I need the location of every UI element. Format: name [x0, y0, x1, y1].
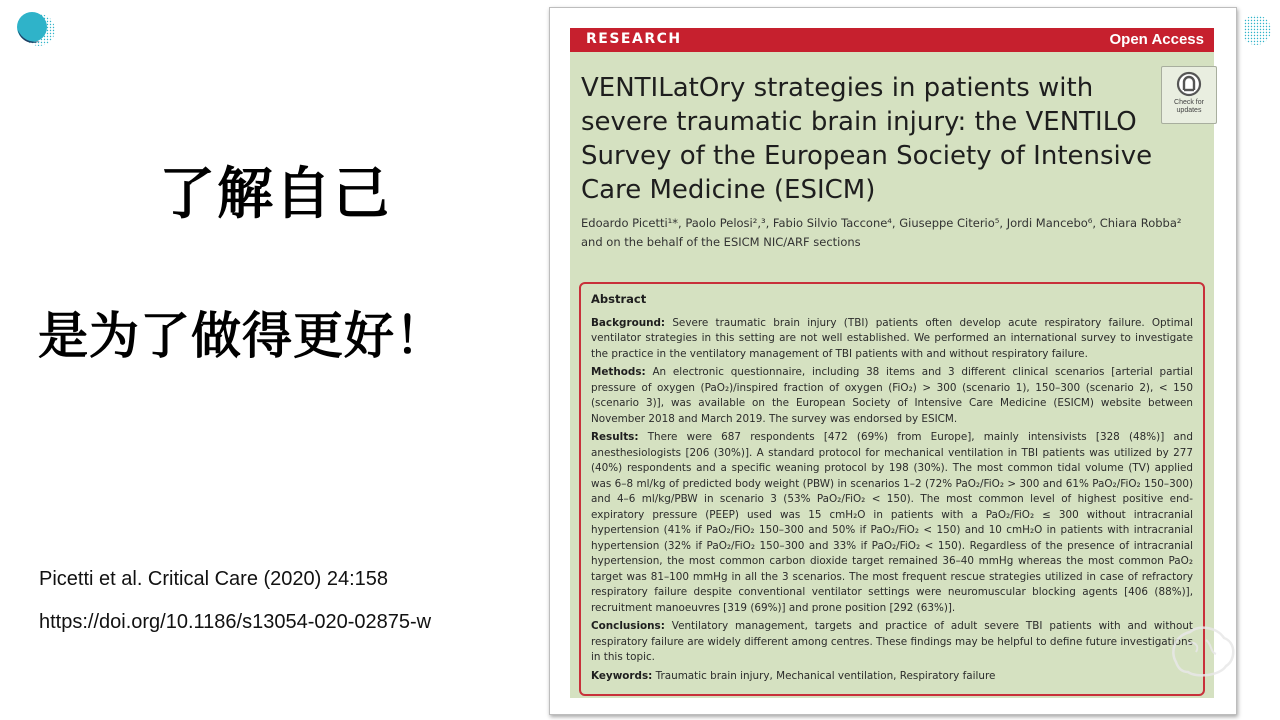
check-for-updates-badge[interactable]	[1161, 66, 1217, 124]
paper-page	[570, 28, 1214, 698]
crossmark-icon	[1176, 71, 1202, 97]
decorative-sphere-icon	[1244, 10, 1274, 50]
abstract-text: Severe traumatic brain injury (TBI) patients often develop acute respiratory failure. Optimal ventilator strategies in this setting are not well established. We performed an international survey to investigate the practice in the ventilatory management of TBI patients with and without respiratory failure.	[591, 316, 1193, 360]
abstract-section	[591, 619, 1193, 666]
paper-section-label: RESEARCH	[586, 31, 682, 47]
abstract-text: Ventilatory management, targets and practice of adult severe TBI patients with and without respiratory failure are widely different among centres. These findings may be helpful to define future investigations in this topic.	[591, 620, 1193, 663]
abstract-label: Methods:	[591, 366, 646, 378]
abstract-label: Background:	[591, 316, 666, 329]
abstract-section	[591, 430, 1193, 616]
abstract-box	[579, 282, 1205, 696]
doi-link[interactable]: https://doi.org/10.1186/s13054-020-02875-w	[39, 611, 432, 633]
abstract-section	[591, 316, 1193, 363]
slide-subtitle: 是为了做得更好！	[38, 307, 446, 365]
abstract-text: There were 687 respondents [472 (69%) from Europe], mainly intensivists [328 (48%)] and anesthesiologists [206 (30%)]. A standard protocol for mechanical ventilation in TBI patients was utilized by 277 (40%) respondents and a specific weaning protocol by 198 (30%). The most common tidal volume (TV) applied was 6–8 ml/kg of predicted body weight (PBW) in scenarios 1–2 (72% PaO₂/FiO₂ > 300 and 61% PaO₂/FiO₂ 150–300) and 4–6 ml/kg/PBW in scenario 3 (53% PaO₂/FiO₂ < 150). The most common level of highest positive end-expiratory pressure (PEEP) used was 15 cmH₂O in patients with a PaO₂/FiO₂ ≤ 300 without intracranial hypertension (41% if PaO₂/FiO₂ 150–300 and 50% if PaO₂/FiO₂ < 150) and 10 cmH₂O in patients with intracranial hypertension (32% if PaO₂/FiO₂ 150–300 and 33% if PaO₂/FiO₂ < 150). Regardless of the presence of intracranial hypertension, the most common carbon dioxide target remained 36–40 mmHg whereas the most common PaO₂ target was 81–100 mmHg in all the 3 scenarios. The most frequent rescue strategies utilized in case of refractory respiratory failure despite conventional ventilator settings were neuromuscular blocking agents [406 (88%)], recruitment manoeuvres [319 (69%)] and prone position [292 (63%)].	[591, 431, 1193, 614]
check-for-updates-label: Check for updates	[1174, 99, 1204, 114]
slide-title: 了解自己	[159, 162, 391, 227]
abstract-section	[591, 365, 1193, 427]
paper-header-bar	[570, 28, 1214, 52]
paper-authors: Edoardo Picetti¹*, Paolo Pelosi²,³, Fabio Silvio Taccone⁴, Giuseppe Citerio⁵, Jordi Mancebo⁶, Chiara Robba² and on the behalf of the ESICM NIC/ARF sections	[581, 216, 1182, 249]
abstract-label: Conclusions:	[591, 620, 665, 632]
abstract-text: An electronic questionnaire, including 38 items and 3 different clinical scenarios [arterial partial pressure of oxygen (PaO₂)/inspired fraction of oxygen (FiO₂) > 300 (scenario 1), 150–300 (scenario 2), < 150 (scenario 3)], was available on the European Society of Intensive Care Medicine (ESICM) website between November 2018 and March 2019. The survey was endorsed by ESICM.	[591, 366, 1193, 425]
abstract-label: Keywords:	[591, 669, 653, 682]
abstract-heading: Abstract	[591, 292, 647, 306]
abstract-text: Traumatic brain injury, Mechanical ventilation, Respiratory failure	[652, 669, 996, 682]
paper-screenshot	[549, 7, 1237, 715]
citation-text: Picetti et al. Critical Care (2020) 24:158	[39, 568, 389, 590]
abstract-section	[591, 669, 1193, 685]
open-access-label: Open Access	[1109, 31, 1204, 48]
paper-title: VENTILatOry strategies in patients with severe traumatic brain injury: the VENTILO Survey of the European Society of Intensive Care Medicine (ESICM)	[581, 73, 1153, 205]
decorative-sphere-icon	[10, 8, 60, 50]
abstract-label: Results:	[591, 431, 639, 443]
brain-logo-watermark-icon	[1166, 622, 1238, 680]
